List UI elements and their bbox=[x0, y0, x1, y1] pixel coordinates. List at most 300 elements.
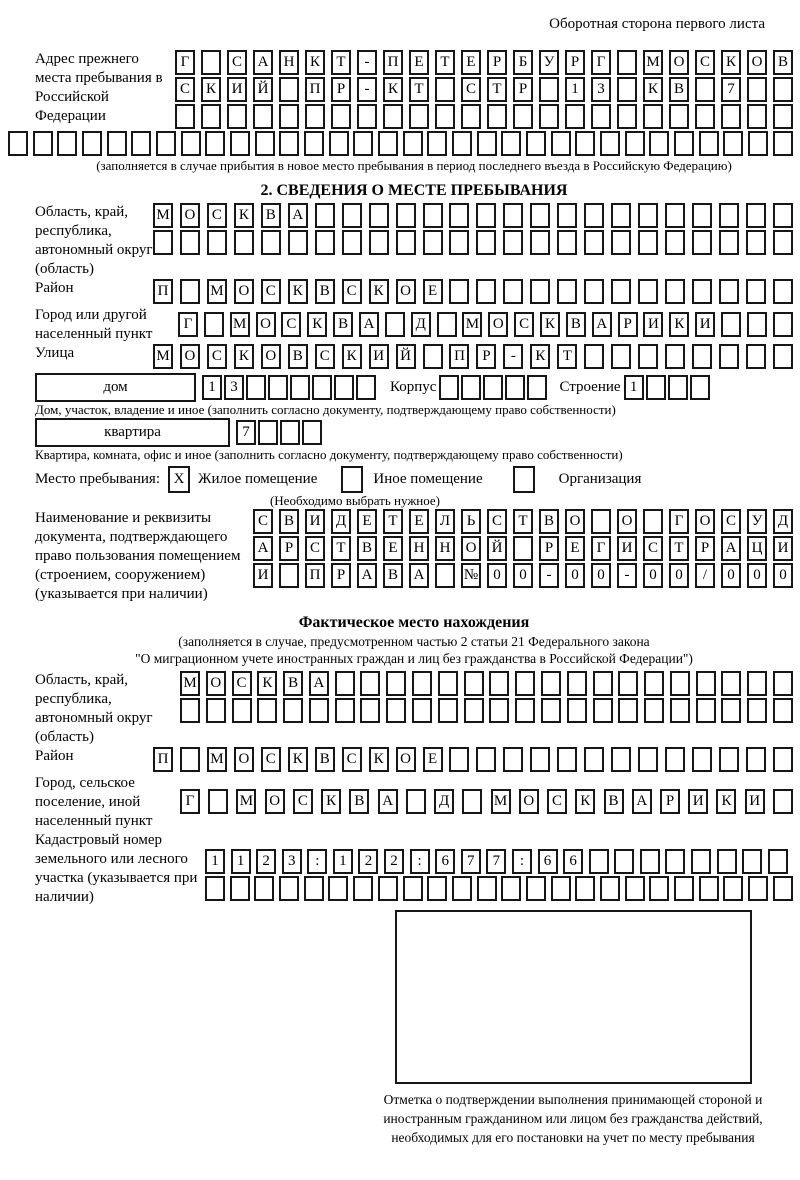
char-cell[interactable]: Р bbox=[279, 536, 299, 561]
char-cell[interactable] bbox=[591, 509, 611, 534]
char-cell[interactable] bbox=[386, 698, 406, 723]
char-cell[interactable]: - bbox=[539, 563, 559, 588]
char-cell[interactable] bbox=[584, 230, 604, 255]
char-cell[interactable]: / bbox=[695, 563, 715, 588]
char-cell[interactable] bbox=[638, 747, 658, 772]
char-cell[interactable] bbox=[773, 312, 793, 337]
char-cell[interactable] bbox=[331, 104, 351, 129]
char-cell[interactable] bbox=[476, 203, 496, 228]
char-cell[interactable] bbox=[82, 131, 102, 156]
char-cell[interactable]: С bbox=[261, 279, 281, 304]
char-cell[interactable]: М bbox=[491, 789, 511, 814]
char-cell[interactable]: И bbox=[253, 563, 273, 588]
char-cell[interactable]: 3 bbox=[591, 77, 611, 102]
char-cell[interactable]: С bbox=[207, 203, 227, 228]
char-cell[interactable] bbox=[353, 131, 373, 156]
char-cell[interactable] bbox=[557, 747, 577, 772]
char-cell[interactable] bbox=[721, 698, 741, 723]
char-cell[interactable] bbox=[541, 671, 561, 696]
char-cell[interactable]: Р bbox=[476, 344, 496, 369]
char-cell[interactable]: 2 bbox=[358, 849, 378, 874]
char-cell[interactable] bbox=[638, 279, 658, 304]
char-cell[interactable] bbox=[513, 536, 533, 561]
char-cell[interactable]: 2 bbox=[256, 849, 276, 874]
char-cell[interactable]: 1 bbox=[565, 77, 585, 102]
char-cell[interactable]: П bbox=[305, 77, 325, 102]
char-cell[interactable] bbox=[692, 230, 712, 255]
char-cell[interactable]: К bbox=[369, 279, 389, 304]
char-cell[interactable] bbox=[268, 375, 288, 400]
char-cell[interactable] bbox=[489, 698, 509, 723]
char-cell[interactable]: О bbox=[747, 50, 767, 75]
char-cell[interactable]: 3 bbox=[224, 375, 244, 400]
char-cell[interactable] bbox=[746, 203, 766, 228]
char-cell[interactable]: С bbox=[227, 50, 247, 75]
char-cell[interactable] bbox=[670, 671, 690, 696]
char-cell[interactable] bbox=[335, 698, 355, 723]
char-cell[interactable]: П bbox=[305, 563, 325, 588]
char-cell[interactable] bbox=[258, 420, 278, 445]
char-cell[interactable]: 6 bbox=[435, 849, 455, 874]
char-cell[interactable] bbox=[403, 131, 423, 156]
char-cell[interactable]: И bbox=[227, 77, 247, 102]
char-cell[interactable]: С bbox=[315, 344, 335, 369]
char-cell[interactable]: Г bbox=[178, 312, 198, 337]
char-cell[interactable] bbox=[557, 203, 577, 228]
char-cell[interactable] bbox=[334, 375, 354, 400]
char-cell[interactable] bbox=[747, 698, 767, 723]
char-cell[interactable] bbox=[674, 876, 694, 901]
char-cell[interactable]: П bbox=[383, 50, 403, 75]
char-cell[interactable]: 7 bbox=[486, 849, 506, 874]
char-cell[interactable]: М bbox=[462, 312, 482, 337]
char-cell[interactable] bbox=[690, 375, 710, 400]
char-cell[interactable]: А bbox=[309, 671, 329, 696]
char-cell[interactable]: 1 bbox=[205, 849, 225, 874]
char-cell[interactable] bbox=[692, 203, 712, 228]
char-cell[interactable] bbox=[773, 77, 793, 102]
char-cell[interactable]: К bbox=[643, 77, 663, 102]
char-cell[interactable]: 0 bbox=[513, 563, 533, 588]
char-cell[interactable] bbox=[305, 104, 325, 129]
char-cell[interactable] bbox=[643, 509, 663, 534]
char-cell[interactable] bbox=[255, 131, 275, 156]
char-cell[interactable]: А bbox=[632, 789, 652, 814]
char-cell[interactable] bbox=[773, 344, 793, 369]
char-cell[interactable] bbox=[438, 671, 458, 696]
char-cell[interactable] bbox=[461, 375, 481, 400]
char-cell[interactable] bbox=[584, 747, 604, 772]
char-cell[interactable]: К bbox=[575, 789, 595, 814]
char-cell[interactable]: М bbox=[207, 747, 227, 772]
char-cell[interactable]: : bbox=[307, 849, 327, 874]
char-cell[interactable] bbox=[180, 230, 200, 255]
char-cell[interactable]: Р bbox=[618, 312, 638, 337]
char-cell[interactable] bbox=[614, 849, 634, 874]
char-cell[interactable] bbox=[201, 104, 221, 129]
char-cell[interactable]: В bbox=[349, 789, 369, 814]
char-cell[interactable]: - bbox=[357, 77, 377, 102]
char-cell[interactable] bbox=[665, 230, 685, 255]
char-cell[interactable] bbox=[567, 698, 587, 723]
char-cell[interactable]: С bbox=[261, 747, 281, 772]
char-cell[interactable]: Д bbox=[331, 509, 351, 534]
char-cell[interactable] bbox=[180, 698, 200, 723]
char-cell[interactable] bbox=[669, 104, 689, 129]
char-cell[interactable]: И bbox=[617, 536, 637, 561]
char-cell[interactable] bbox=[435, 563, 455, 588]
char-cell[interactable] bbox=[8, 131, 28, 156]
char-cell[interactable] bbox=[692, 344, 712, 369]
char-cell[interactable]: О bbox=[180, 203, 200, 228]
char-cell[interactable]: С bbox=[514, 312, 534, 337]
char-cell[interactable] bbox=[234, 230, 254, 255]
char-cell[interactable] bbox=[611, 344, 631, 369]
char-cell[interactable]: Н bbox=[435, 536, 455, 561]
char-cell[interactable] bbox=[396, 203, 416, 228]
char-cell[interactable] bbox=[551, 876, 571, 901]
char-cell[interactable] bbox=[503, 747, 523, 772]
char-cell[interactable]: Е bbox=[357, 509, 377, 534]
char-cell[interactable] bbox=[674, 131, 694, 156]
char-cell[interactable] bbox=[746, 279, 766, 304]
char-cell[interactable] bbox=[526, 131, 546, 156]
char-cell[interactable] bbox=[449, 230, 469, 255]
char-cell[interactable]: С bbox=[461, 77, 481, 102]
char-cell[interactable]: А bbox=[378, 789, 398, 814]
char-cell[interactable]: А bbox=[253, 50, 273, 75]
char-cell[interactable] bbox=[423, 344, 443, 369]
char-cell[interactable] bbox=[699, 131, 719, 156]
char-cell[interactable]: 0 bbox=[643, 563, 663, 588]
char-cell[interactable] bbox=[302, 420, 322, 445]
char-cell[interactable] bbox=[315, 230, 335, 255]
char-cell[interactable]: К bbox=[307, 312, 327, 337]
char-cell[interactable]: К bbox=[530, 344, 550, 369]
char-cell[interactable] bbox=[279, 104, 299, 129]
char-cell[interactable]: В bbox=[333, 312, 353, 337]
char-cell[interactable]: 7 bbox=[721, 77, 741, 102]
char-cell[interactable]: Г bbox=[180, 789, 200, 814]
stay-option-residential-checkbox[interactable]: X bbox=[168, 466, 190, 493]
char-cell[interactable] bbox=[584, 203, 604, 228]
char-cell[interactable] bbox=[464, 698, 484, 723]
char-cell[interactable]: К bbox=[540, 312, 560, 337]
char-cell[interactable]: Е bbox=[423, 747, 443, 772]
char-cell[interactable] bbox=[33, 131, 53, 156]
char-cell[interactable]: В bbox=[604, 789, 624, 814]
char-cell[interactable] bbox=[721, 671, 741, 696]
char-cell[interactable] bbox=[369, 230, 389, 255]
char-cell[interactable] bbox=[611, 203, 631, 228]
char-cell[interactable] bbox=[208, 789, 228, 814]
char-cell[interactable]: 1 bbox=[231, 849, 251, 874]
char-cell[interactable] bbox=[638, 230, 658, 255]
char-cell[interactable] bbox=[246, 375, 266, 400]
char-cell[interactable]: С bbox=[207, 344, 227, 369]
char-cell[interactable] bbox=[643, 104, 663, 129]
char-cell[interactable] bbox=[378, 131, 398, 156]
char-cell[interactable] bbox=[530, 279, 550, 304]
char-cell[interactable]: Р bbox=[331, 563, 351, 588]
char-cell[interactable]: Е bbox=[423, 279, 443, 304]
char-cell[interactable] bbox=[356, 375, 376, 400]
char-cell[interactable] bbox=[477, 876, 497, 901]
char-cell[interactable]: О bbox=[396, 747, 416, 772]
char-cell[interactable]: О bbox=[461, 536, 481, 561]
char-cell[interactable] bbox=[204, 312, 224, 337]
char-cell[interactable] bbox=[342, 230, 362, 255]
char-cell[interactable] bbox=[427, 131, 447, 156]
char-cell[interactable] bbox=[617, 104, 637, 129]
char-cell[interactable]: Е bbox=[383, 536, 403, 561]
char-cell[interactable] bbox=[747, 77, 767, 102]
char-cell[interactable]: 0 bbox=[747, 563, 767, 588]
char-cell[interactable] bbox=[309, 698, 329, 723]
char-cell[interactable] bbox=[449, 747, 469, 772]
char-cell[interactable] bbox=[206, 698, 226, 723]
char-cell[interactable]: К bbox=[716, 789, 736, 814]
char-cell[interactable] bbox=[435, 104, 455, 129]
char-cell[interactable]: 6 bbox=[538, 849, 558, 874]
char-cell[interactable] bbox=[692, 279, 712, 304]
char-cell[interactable]: В bbox=[669, 77, 689, 102]
char-cell[interactable] bbox=[593, 698, 613, 723]
char-cell[interactable]: Й bbox=[396, 344, 416, 369]
char-cell[interactable]: О bbox=[695, 509, 715, 534]
char-cell[interactable] bbox=[565, 104, 585, 129]
char-cell[interactable]: Н bbox=[279, 50, 299, 75]
char-cell[interactable] bbox=[435, 77, 455, 102]
char-cell[interactable]: 0 bbox=[591, 563, 611, 588]
char-cell[interactable] bbox=[503, 279, 523, 304]
char-cell[interactable]: Т bbox=[487, 77, 507, 102]
char-cell[interactable]: Р bbox=[695, 536, 715, 561]
char-cell[interactable] bbox=[383, 104, 403, 129]
char-cell[interactable] bbox=[723, 131, 743, 156]
char-cell[interactable] bbox=[584, 279, 604, 304]
char-cell[interactable]: С bbox=[342, 279, 362, 304]
char-cell[interactable]: П bbox=[449, 344, 469, 369]
char-cell[interactable] bbox=[695, 104, 715, 129]
char-cell[interactable]: У bbox=[539, 50, 559, 75]
char-cell[interactable] bbox=[153, 230, 173, 255]
char-cell[interactable] bbox=[723, 876, 743, 901]
char-cell[interactable]: В bbox=[383, 563, 403, 588]
char-cell[interactable] bbox=[618, 698, 638, 723]
char-cell[interactable] bbox=[452, 131, 472, 156]
char-cell[interactable] bbox=[342, 203, 362, 228]
char-cell[interactable] bbox=[611, 230, 631, 255]
char-cell[interactable] bbox=[773, 671, 793, 696]
char-cell[interactable]: М bbox=[643, 50, 663, 75]
char-cell[interactable] bbox=[611, 747, 631, 772]
char-cell[interactable]: Ц bbox=[747, 536, 767, 561]
char-cell[interactable]: Е bbox=[409, 50, 429, 75]
char-cell[interactable] bbox=[530, 230, 550, 255]
char-cell[interactable] bbox=[353, 876, 373, 901]
char-cell[interactable] bbox=[505, 375, 525, 400]
char-cell[interactable]: О bbox=[206, 671, 226, 696]
char-cell[interactable] bbox=[409, 104, 429, 129]
char-cell[interactable]: И bbox=[688, 789, 708, 814]
char-cell[interactable] bbox=[175, 104, 195, 129]
char-cell[interactable]: С bbox=[253, 509, 273, 534]
char-cell[interactable] bbox=[567, 671, 587, 696]
char-cell[interactable] bbox=[668, 375, 688, 400]
char-cell[interactable]: В bbox=[566, 312, 586, 337]
char-cell[interactable]: Г bbox=[591, 50, 611, 75]
char-cell[interactable] bbox=[527, 375, 547, 400]
char-cell[interactable] bbox=[329, 131, 349, 156]
char-cell[interactable] bbox=[279, 876, 299, 901]
char-cell[interactable]: О bbox=[234, 279, 254, 304]
char-cell[interactable] bbox=[205, 876, 225, 901]
char-cell[interactable] bbox=[646, 375, 666, 400]
char-cell[interactable] bbox=[477, 131, 497, 156]
char-cell[interactable] bbox=[312, 375, 332, 400]
char-cell[interactable]: 3 bbox=[282, 849, 302, 874]
char-cell[interactable] bbox=[423, 203, 443, 228]
char-cell[interactable] bbox=[541, 698, 561, 723]
char-cell[interactable]: С bbox=[342, 747, 362, 772]
char-cell[interactable] bbox=[464, 671, 484, 696]
char-cell[interactable]: : bbox=[410, 849, 430, 874]
char-cell[interactable]: К bbox=[201, 77, 221, 102]
char-cell[interactable] bbox=[644, 671, 664, 696]
char-cell[interactable]: М bbox=[230, 312, 250, 337]
char-cell[interactable]: Г bbox=[669, 509, 689, 534]
char-cell[interactable] bbox=[617, 50, 637, 75]
char-cell[interactable] bbox=[526, 876, 546, 901]
char-cell[interactable]: Е bbox=[565, 536, 585, 561]
char-cell[interactable]: № bbox=[461, 563, 481, 588]
char-cell[interactable] bbox=[747, 312, 767, 337]
char-cell[interactable] bbox=[476, 230, 496, 255]
char-cell[interactable]: Т bbox=[331, 50, 351, 75]
char-cell[interactable]: И bbox=[745, 789, 765, 814]
char-cell[interactable]: В bbox=[315, 747, 335, 772]
stay-option-other-checkbox[interactable] bbox=[341, 466, 363, 493]
char-cell[interactable]: А bbox=[359, 312, 379, 337]
char-cell[interactable]: П bbox=[153, 279, 173, 304]
char-cell[interactable]: С bbox=[721, 509, 741, 534]
char-cell[interactable]: 1 bbox=[202, 375, 222, 400]
char-cell[interactable]: - bbox=[503, 344, 523, 369]
char-cell[interactable]: О bbox=[396, 279, 416, 304]
char-cell[interactable] bbox=[423, 230, 443, 255]
char-cell[interactable]: И bbox=[369, 344, 389, 369]
char-cell[interactable] bbox=[279, 563, 299, 588]
char-cell[interactable] bbox=[692, 747, 712, 772]
char-cell[interactable] bbox=[437, 312, 457, 337]
char-cell[interactable] bbox=[719, 230, 739, 255]
char-cell[interactable]: В bbox=[283, 671, 303, 696]
char-cell[interactable] bbox=[304, 131, 324, 156]
char-cell[interactable] bbox=[290, 375, 310, 400]
char-cell[interactable] bbox=[649, 131, 669, 156]
char-cell[interactable]: М bbox=[153, 203, 173, 228]
char-cell[interactable] bbox=[335, 671, 355, 696]
char-cell[interactable] bbox=[625, 876, 645, 901]
char-cell[interactable]: 7 bbox=[236, 420, 256, 445]
char-cell[interactable] bbox=[501, 876, 521, 901]
char-cell[interactable]: 1 bbox=[333, 849, 353, 874]
char-cell[interactable]: У bbox=[747, 509, 767, 534]
char-cell[interactable]: 0 bbox=[773, 563, 793, 588]
char-cell[interactable]: 6 bbox=[563, 849, 583, 874]
char-cell[interactable] bbox=[280, 420, 300, 445]
char-cell[interactable] bbox=[746, 747, 766, 772]
char-cell[interactable]: Р bbox=[487, 50, 507, 75]
char-cell[interactable]: Р bbox=[513, 77, 533, 102]
char-cell[interactable] bbox=[328, 876, 348, 901]
char-cell[interactable]: Й bbox=[487, 536, 507, 561]
char-cell[interactable] bbox=[721, 312, 741, 337]
char-cell[interactable]: О bbox=[234, 747, 254, 772]
char-cell[interactable]: А bbox=[288, 203, 308, 228]
char-cell[interactable] bbox=[253, 104, 273, 129]
char-cell[interactable] bbox=[107, 131, 127, 156]
char-cell[interactable] bbox=[180, 747, 200, 772]
char-cell[interactable]: Р bbox=[660, 789, 680, 814]
char-cell[interactable]: А bbox=[409, 563, 429, 588]
char-cell[interactable]: В bbox=[288, 344, 308, 369]
char-cell[interactable]: В bbox=[539, 509, 559, 534]
char-cell[interactable] bbox=[665, 279, 685, 304]
char-cell[interactable] bbox=[593, 671, 613, 696]
char-cell[interactable]: К bbox=[234, 203, 254, 228]
char-cell[interactable] bbox=[768, 849, 788, 874]
char-cell[interactable] bbox=[530, 203, 550, 228]
char-cell[interactable] bbox=[721, 104, 741, 129]
char-cell[interactable]: - bbox=[357, 50, 377, 75]
char-cell[interactable] bbox=[449, 279, 469, 304]
char-cell[interactable]: Т bbox=[557, 344, 577, 369]
char-cell[interactable] bbox=[439, 375, 459, 400]
char-cell[interactable] bbox=[748, 876, 768, 901]
char-cell[interactable] bbox=[530, 747, 550, 772]
char-cell[interactable]: И bbox=[643, 312, 663, 337]
char-cell[interactable] bbox=[539, 77, 559, 102]
char-cell[interactable] bbox=[742, 849, 762, 874]
char-cell[interactable]: К bbox=[288, 279, 308, 304]
char-cell[interactable] bbox=[254, 876, 274, 901]
char-cell[interactable] bbox=[156, 131, 176, 156]
char-cell[interactable] bbox=[205, 131, 225, 156]
char-cell[interactable] bbox=[283, 698, 303, 723]
char-cell[interactable]: Н bbox=[409, 536, 429, 561]
char-cell[interactable] bbox=[746, 344, 766, 369]
char-cell[interactable] bbox=[695, 77, 715, 102]
char-cell[interactable] bbox=[665, 344, 685, 369]
char-cell[interactable]: М bbox=[180, 671, 200, 696]
char-cell[interactable] bbox=[644, 698, 664, 723]
char-cell[interactable]: М bbox=[153, 344, 173, 369]
char-cell[interactable]: К bbox=[321, 789, 341, 814]
char-cell[interactable] bbox=[719, 747, 739, 772]
char-cell[interactable] bbox=[691, 849, 711, 874]
char-cell[interactable] bbox=[279, 131, 299, 156]
char-cell[interactable]: С bbox=[547, 789, 567, 814]
char-cell[interactable] bbox=[773, 279, 793, 304]
char-cell[interactable] bbox=[503, 230, 523, 255]
char-cell[interactable]: И bbox=[305, 509, 325, 534]
char-cell[interactable] bbox=[503, 203, 523, 228]
char-cell[interactable] bbox=[551, 131, 571, 156]
char-cell[interactable] bbox=[403, 876, 423, 901]
char-cell[interactable] bbox=[773, 131, 793, 156]
